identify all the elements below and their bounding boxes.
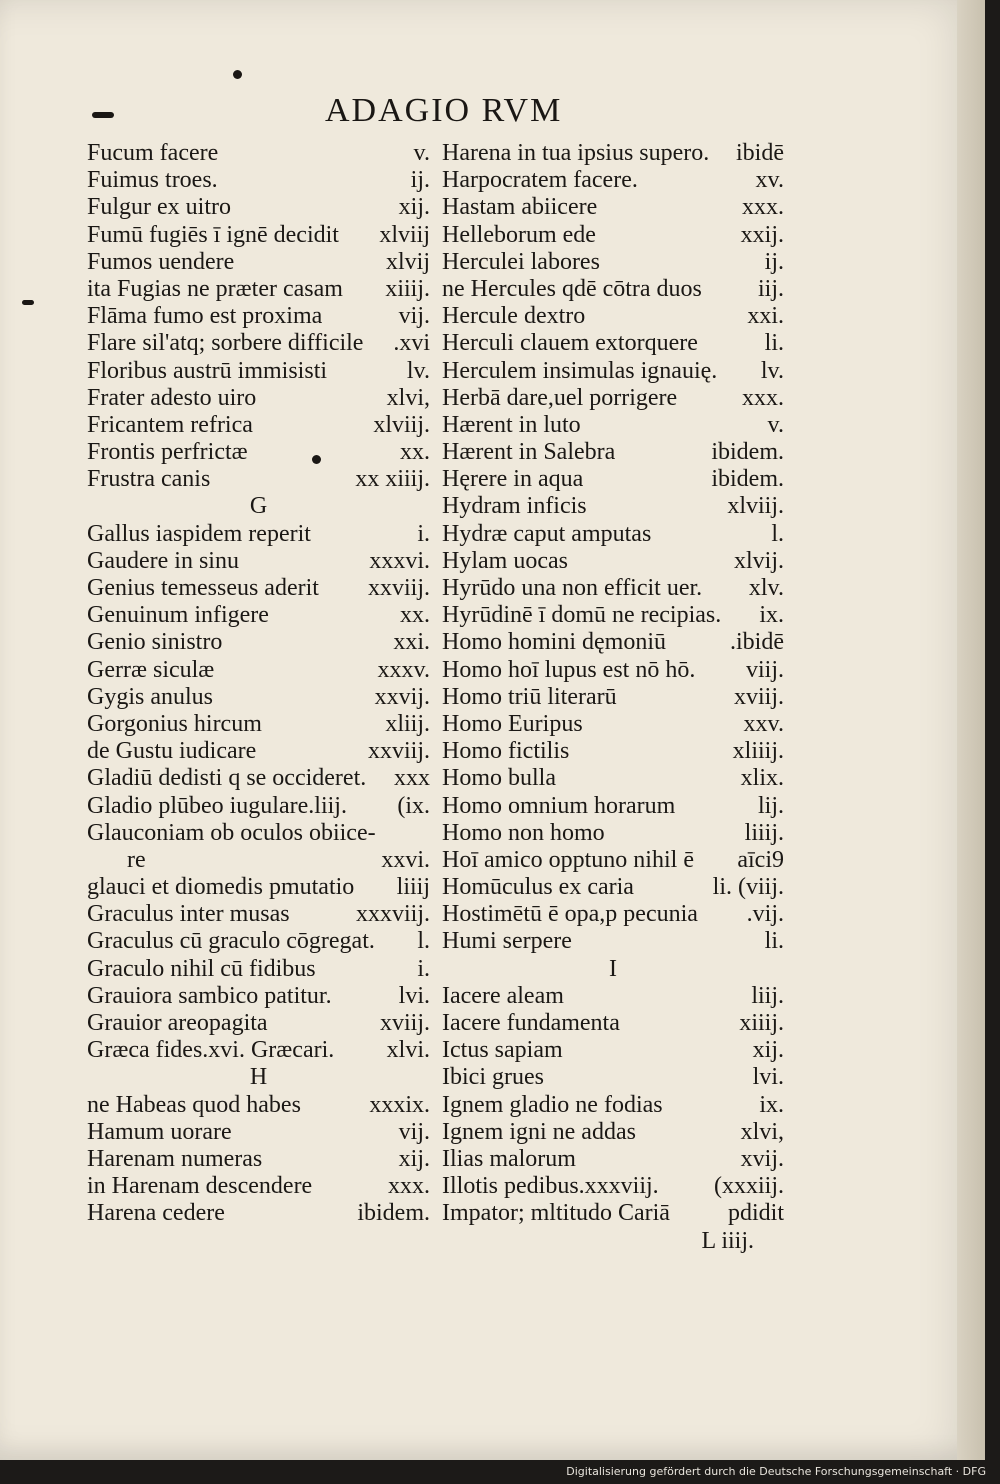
index-entry — [87, 439, 430, 466]
entry-reference: xx. — [400, 439, 430, 466]
entry-text: Herculei labores — [442, 248, 600, 275]
entry-reference: xvij. — [740, 1145, 784, 1172]
entry-reference: li. — [764, 928, 784, 955]
index-entry — [442, 521, 784, 548]
entry-text: Gladio plūbeo iugulare.liij. — [87, 792, 347, 819]
index-entry — [442, 412, 784, 439]
entry-text: Grauiora sambico patitur. — [87, 982, 332, 1009]
entry-reference: xxxv. — [377, 656, 430, 683]
index-entry — [442, 793, 784, 820]
entry-reference: ibidem. — [711, 466, 784, 493]
entry-reference: xij. — [398, 194, 430, 221]
index-entry — [87, 820, 430, 847]
index-entry — [87, 793, 430, 820]
entry-text: Ibici grues — [442, 1064, 544, 1091]
index-entry — [442, 466, 784, 493]
entry-text: Homo bulla — [442, 765, 556, 792]
index-entry — [87, 602, 430, 629]
entry-text: in Harenam descendere — [87, 1173, 313, 1200]
entry-text: Gorgonius hircum — [87, 710, 262, 737]
entry-text: Frontis perfrictæ — [87, 439, 248, 466]
digitization-footer: Digitalisierung gefördert durch die Deutsche Forschungsgemeinschaft · DFG — [0, 1460, 1000, 1484]
index-entry — [442, 330, 784, 357]
entry-text: Flāma fumo est proxima — [87, 303, 323, 330]
entry-text: Harpocratem facere. — [442, 167, 638, 194]
entry-reference: xiiij. — [385, 275, 430, 302]
index-entry — [442, 765, 784, 792]
entry-reference: xxvij. — [374, 683, 430, 710]
entry-text: Ilias malorum — [442, 1145, 576, 1172]
index-entry — [87, 657, 430, 684]
entry-text: I — [609, 955, 617, 982]
index-entry — [87, 1173, 430, 1200]
entry-reference: xij. — [398, 1145, 430, 1172]
entry-reference: li. (viij. — [712, 874, 784, 901]
entry-reference: xxx. — [742, 194, 784, 221]
entry-text: Homo fictilis — [442, 738, 570, 765]
entry-reference: i. — [417, 520, 430, 547]
index-entry — [87, 928, 430, 955]
index-entry — [442, 249, 784, 276]
index-entry — [87, 222, 430, 249]
index-entry — [87, 249, 430, 276]
section-letter — [442, 956, 784, 983]
entry-text: Homo homini dęmoniū — [442, 629, 666, 656]
index-entry — [87, 167, 430, 194]
entry-reference: ij. — [764, 248, 784, 275]
index-entry — [87, 330, 430, 357]
entry-text: Fuimus troes. — [87, 167, 218, 194]
entry-reference: i. — [417, 955, 430, 982]
entry-reference: xlv. — [748, 575, 784, 601]
entry-text: Ignem igni ne addas — [442, 1118, 636, 1145]
entry-text: Harena cedere — [87, 1200, 225, 1227]
index-entry — [442, 1200, 784, 1227]
entry-reference: vij. — [398, 303, 430, 330]
entry-reference: xiiij. — [739, 1010, 784, 1036]
index-entry — [442, 167, 784, 194]
index-entry — [87, 983, 430, 1010]
entry-text: Genius temesseus aderit — [87, 575, 319, 601]
index-entry — [87, 466, 430, 493]
entry-text: Hostimētū ē opa,p pecunia — [442, 901, 698, 928]
index-entry — [87, 1146, 430, 1173]
entry-text: Fumū fugiēs ī ignē decidit — [87, 221, 339, 248]
entry-reference: lvi. — [752, 1064, 784, 1091]
entry-reference: v. — [413, 140, 430, 166]
entry-reference: xlvi. — [386, 1037, 430, 1064]
index-entry — [442, 1010, 784, 1037]
entry-text: Floribus austrū immisisti — [87, 357, 328, 384]
index-entry — [87, 1010, 430, 1037]
index-entry — [442, 874, 784, 901]
entry-reference: xliij. — [385, 710, 430, 737]
page-header: ADAGIO RVM — [325, 92, 563, 129]
entry-reference: .xvi — [393, 330, 430, 357]
entry-text: Hylam uocas — [442, 547, 568, 574]
index-entry — [442, 194, 784, 221]
index-entry — [87, 1119, 430, 1146]
index-entry — [87, 412, 430, 439]
index-entry — [87, 711, 430, 738]
entry-reference: xlvi, — [386, 384, 430, 411]
entry-reference: xxx — [394, 765, 430, 792]
entry-reference: liiij. — [744, 819, 784, 846]
entry-text: Græca fides.xvi. Græcari. — [87, 1037, 335, 1064]
entry-reference: xviij. — [733, 683, 784, 710]
entry-reference: liiij — [396, 874, 430, 901]
entry-text: Iacere aleam — [442, 982, 564, 1009]
entry-reference: xlvij — [385, 248, 430, 275]
entry-text: Hærent in Salebra — [442, 439, 616, 466]
index-entry — [442, 602, 784, 629]
entry-reference: xlviij — [379, 221, 430, 248]
index-entry — [442, 711, 784, 738]
entry-reference: xx xiiij. — [355, 466, 430, 493]
entry-text: Homo hoī lupus est nō hō. — [442, 656, 696, 683]
entry-reference — [424, 820, 430, 847]
entry-text: Illotis pedibus.xxxviij. — [442, 1173, 659, 1200]
entry-reference: lv. — [760, 357, 784, 384]
entry-text: Herculem insimulas ignauię. — [442, 357, 718, 384]
entry-reference: xxvi. — [381, 846, 430, 873]
entry-text: Glauconiam ob oculos obiice- — [87, 819, 376, 846]
entry-text: Graculus cū graculo cōgregat. — [87, 928, 375, 955]
entry-text: Fucum facere — [87, 140, 219, 166]
index-entry — [87, 874, 430, 901]
entry-text: Herculi clauem extorquere — [442, 330, 698, 357]
entry-text: Homo Euripus — [442, 710, 583, 737]
index-entry — [442, 657, 784, 684]
entry-text: Hoī amico opptuno nihil ē — [442, 846, 694, 873]
entry-reference: iij. — [757, 275, 784, 302]
index-entry — [87, 901, 430, 928]
entry-text: Frater adesto uiro — [87, 384, 257, 411]
entry-text: Hamum uorare — [87, 1118, 232, 1145]
entry-text: Frustra canis — [87, 466, 211, 493]
index-entry — [87, 1200, 430, 1227]
entry-reference: xxxvi. — [369, 547, 430, 574]
index-entry — [87, 1092, 430, 1119]
entry-reference: xx. — [400, 602, 430, 629]
entry-text: Harenam numeras — [87, 1145, 263, 1172]
index-entry — [442, 684, 784, 711]
index-entry — [442, 629, 784, 656]
entry-reference: li. — [764, 330, 784, 357]
entry-text: Homūculus ex caria — [442, 874, 634, 901]
entry-reference: xxviij. — [367, 575, 430, 601]
entry-text: Homo omnium horarum — [442, 792, 676, 819]
entry-reference: lv. — [406, 357, 430, 384]
index-entry — [442, 385, 784, 412]
index-entry — [87, 194, 430, 221]
index-entry — [442, 1146, 784, 1173]
entry-text: Grauior areopagita — [87, 1010, 268, 1036]
entry-text: Iacere fundamenta — [442, 1010, 620, 1036]
signature-mark — [442, 1228, 784, 1255]
entry-reference: ibidem. — [711, 439, 784, 466]
index-entry — [87, 548, 430, 575]
entry-text: Humi serpere — [442, 928, 572, 955]
entry-text: Hydræ caput amputas — [442, 520, 652, 547]
index-entry — [442, 140, 784, 167]
entry-reference: lij. — [757, 792, 784, 819]
entry-reference: (xxxiij. — [714, 1173, 784, 1200]
entry-reference: xxx. — [742, 384, 784, 411]
index-entry — [87, 358, 430, 385]
entry-text: glauci et diomedis pmutatio — [87, 874, 355, 901]
index-entry — [87, 765, 430, 792]
index-entry — [87, 738, 430, 765]
entry-text: H — [249, 1064, 268, 1091]
entry-text: Hastam abiicere — [442, 194, 598, 221]
entry-text: ne Hercules qdē cōtra duos — [442, 275, 702, 302]
entry-text: Hydram inficis — [442, 493, 587, 520]
index-entry — [442, 983, 784, 1010]
entry-reference: xxi. — [747, 303, 784, 330]
entry-reference: xxi. — [393, 629, 430, 656]
index-entry — [442, 1119, 784, 1146]
entry-text: re — [127, 846, 146, 873]
entry-reference: xv. — [755, 167, 784, 194]
index-entry — [442, 1173, 784, 1200]
index-entry — [87, 956, 430, 983]
entry-text: Gaudere in sinu — [87, 547, 239, 574]
index-entry — [87, 1037, 430, 1064]
entry-text: L iiij. — [701, 1227, 754, 1254]
index-entry — [442, 901, 784, 928]
entry-text: Fulgur ex uitro — [87, 194, 231, 221]
index-entry — [87, 276, 430, 303]
index-entry — [442, 1064, 784, 1091]
entry-text: de Gustu iudicare — [87, 738, 257, 765]
index-entry — [87, 575, 430, 602]
entry-reference: xxxix. — [369, 1091, 430, 1118]
entry-text: Gygis anulus — [87, 683, 213, 710]
index-entry — [442, 303, 784, 330]
section-letter — [87, 493, 430, 520]
entry-text: Harena in tua ipsius supero. — [442, 140, 710, 166]
entry-reference: ix. — [759, 602, 784, 629]
index-entry — [442, 493, 784, 520]
entry-text: Flare sil'atq; sorbere difficile — [87, 330, 364, 357]
index-entry — [87, 303, 430, 330]
entry-text: Hęrere in aqua — [442, 466, 584, 493]
index-entry — [442, 358, 784, 385]
entry-reference: xliiij. — [732, 738, 784, 765]
index-entry — [442, 1092, 784, 1119]
index-entry — [442, 439, 784, 466]
entry-reference: liij. — [751, 982, 784, 1009]
entry-reference: xxx. — [388, 1173, 430, 1200]
entry-text: Fumos uendere — [87, 248, 235, 275]
page-edge — [957, 0, 985, 1460]
entry-reference: .ibidē — [730, 629, 784, 656]
entry-text: Herbā dare,uel porrigere — [442, 384, 678, 411]
entry-text: Ignem gladio ne fodias — [442, 1091, 663, 1118]
entry-reference: xlvi, — [740, 1118, 784, 1145]
entry-reference: xlvij. — [733, 547, 784, 574]
entry-text: ita Fugias ne præter casam — [87, 275, 343, 302]
entry-text: Helleborum ede — [442, 221, 596, 248]
ink-mark — [92, 112, 114, 118]
section-letter — [87, 1064, 430, 1091]
entry-text: Gladiū dedisti q se occideret. — [87, 765, 367, 792]
entry-reference: aīci9 — [737, 846, 784, 873]
entry-reference: xxxviij. — [355, 901, 430, 928]
entry-reference: pdidit — [727, 1200, 784, 1227]
index-entry — [442, 820, 784, 847]
entry-reference: ix. — [759, 1091, 784, 1118]
entry-reference: xxij. — [740, 221, 784, 248]
entry-reference: viij. — [745, 656, 784, 683]
entry-text: Impator; mltitudo Cariā — [442, 1200, 670, 1227]
entry-reference: xviij. — [379, 1010, 430, 1036]
index-entry — [87, 385, 430, 412]
entry-text: ne Habeas quod habes — [87, 1091, 301, 1118]
entry-text: Homo non homo — [442, 819, 605, 846]
entry-text: Gerræ siculæ — [87, 656, 215, 683]
index-entry — [442, 548, 784, 575]
entry-reference: xxv. — [743, 710, 784, 737]
entry-text: Homo triū literarū — [442, 683, 617, 710]
entry-reference: ibidem. — [357, 1200, 430, 1227]
entry-text: G — [249, 493, 268, 520]
entry-text: Hærent in luto — [442, 411, 581, 438]
ink-dot — [233, 70, 242, 79]
entry-text: Genuinum infigere — [87, 602, 269, 629]
ink-dot — [22, 300, 34, 305]
entry-reference: l. — [771, 520, 784, 547]
index-entry — [442, 928, 784, 955]
index-entry — [442, 847, 784, 874]
entry-reference: lvi. — [398, 982, 430, 1009]
entry-text: Hyrūdinē ī domū ne recipias. — [442, 602, 722, 629]
entry-reference: ij. — [410, 167, 430, 194]
entry-text: Hercule dextro — [442, 303, 586, 330]
index-entry — [442, 276, 784, 303]
entry-reference: xij. — [752, 1037, 784, 1064]
index-entry — [442, 222, 784, 249]
index-entry — [87, 847, 430, 874]
left-column — [87, 140, 430, 1228]
entry-reference: xxviij. — [367, 738, 430, 765]
entry-text: Graculo nihil cū fidibus — [87, 955, 316, 982]
index-entry — [87, 521, 430, 548]
entry-reference: xlix. — [740, 765, 784, 792]
entry-text: Graculus inter musas — [87, 901, 290, 928]
index-entry — [87, 684, 430, 711]
entry-text: Genio sinistro — [87, 629, 223, 656]
entry-reference: xlviij. — [373, 411, 430, 438]
entry-text: Hyrūdo una non efficit uer. — [442, 575, 703, 601]
index-entry — [87, 629, 430, 656]
entry-reference: l. — [417, 928, 430, 955]
entry-text: Ictus sapiam — [442, 1037, 563, 1064]
index-entry — [442, 1037, 784, 1064]
entry-reference: ibidē — [736, 140, 784, 166]
index-entry — [442, 575, 784, 602]
index-entry — [87, 140, 430, 167]
entry-reference: (ix. — [397, 792, 430, 819]
index-entry — [442, 738, 784, 765]
entry-reference: v. — [767, 411, 784, 438]
entry-reference: xlviij. — [727, 493, 784, 520]
right-column — [442, 140, 784, 1255]
entry-reference: .vij. — [746, 901, 784, 928]
entry-reference: vij. — [398, 1118, 430, 1145]
entry-text: Gallus iaspidem reperit — [87, 520, 311, 547]
entry-text: Fricantem refrica — [87, 411, 253, 438]
